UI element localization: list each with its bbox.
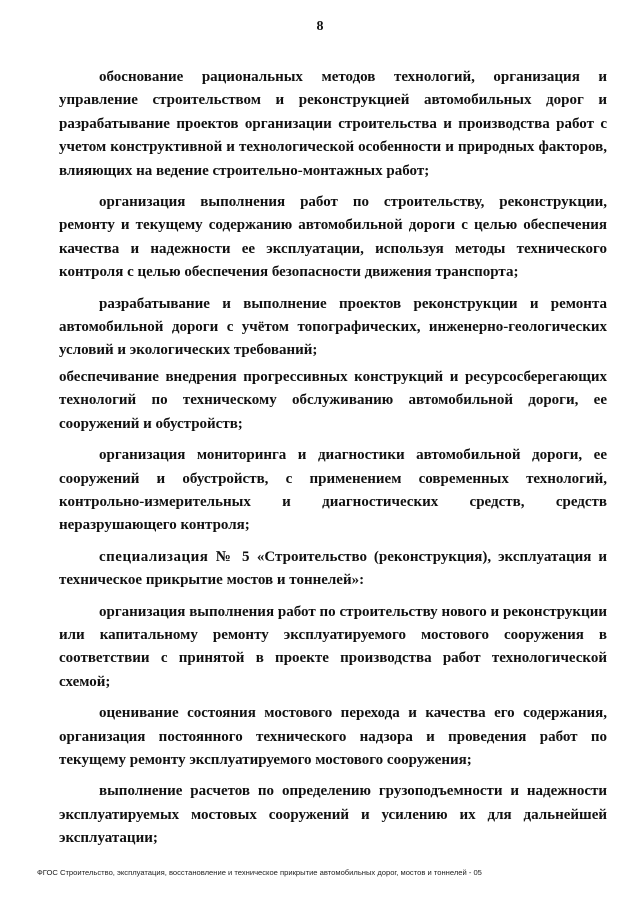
paragraph-progressive-structures: обеспечивание внедрения прогрессивных конструкций и ресурсосберегающих технологий по техническому обслуживанию автомобильной дороги, ее сооружений и обустройств; <box>59 368 607 432</box>
paragraph-project-development: разрабатывание и выполнение проектов реконструкции и ремонта автомобильной дороги с учётом топографических, инженерно-геологических условий и экологических требований; <box>59 295 607 359</box>
paragraph-justification-methods: обоснование рациональных методов технологий, организация и управление строительством и реконструкцией автомобильных дорог и разрабатывание проектов организации строительства и производства работ с учетом конструктивной и технологической особенности и природных факторов, влияющих на ведение строительно-монтажных работ; <box>59 69 607 179</box>
body-text <box>59 66 607 859</box>
specialization-heading <box>59 546 607 593</box>
paragraph-monitoring-diagnostics: организация мониторинга и диагностики автомобильной дороги, ее сооружений и обустройств, с применением современных технологий, контрольно-измерительных и диагностических средств, средств неразрушающего контроля; <box>59 447 607 534</box>
specialization-title: «Строительство (реконструкция), эксплуатация и техническое прикрытие мостов и тоннелей»: <box>59 548 607 589</box>
paragraph-work-organization: организация выполнения работ по строительству, реконструкции, ремонту и текущему содержанию автомобильной дороги с целью обеспечения качества и надежности ее эксплуатации, используя методы технического контроля с целью обеспечения безопасности движения транспорта; <box>59 194 607 281</box>
paragraph-bridge-assessment: оценивание состояния мостового перехода и качества его содержания, организация постоянного технического надзора и проведения работ по текущему ремонту эксплуатируемого мостового сооружения; <box>59 705 607 768</box>
page-footer: ФГОС Строительство, эксплуатация, восстановление и техническое прикрытие автомобильных дорог, мостов и тоннелей - 05 <box>37 868 482 877</box>
paragraph-bridge-construction: организация выполнения работ по строительству нового и реконструкции или капитальному ремонту эксплуатируемого мостового сооружения в соответствии с принятой в проекте производства работ технологической схемой; <box>59 603 607 690</box>
page-number: 8 <box>316 19 324 34</box>
paragraph-load-capacity: выполнение расчетов по определению грузоподъемности и надежности эксплуатируемых мостовых сооружений и усилению их для дальнейшей эксплуатации; <box>59 783 607 847</box>
specialization-lead: специализация № 5 <box>99 548 250 565</box>
